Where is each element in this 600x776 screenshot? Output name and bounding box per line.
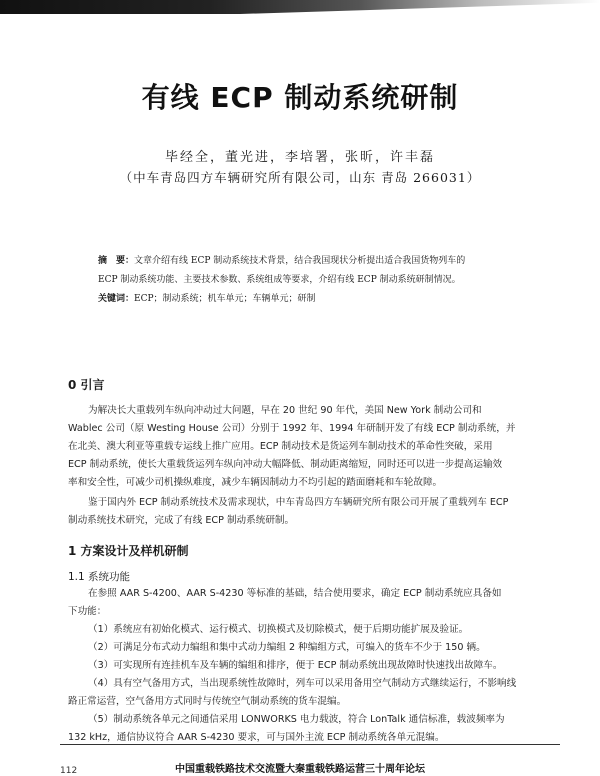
list-item: （5）制动系统各单元之间通信采用 LONWORKS 电力载波，符合 LonTalk 通信标准，载波频率为 [88,714,505,725]
list-item-continuation: 路正常运营，空气备用方式同时与传统空气制动系统的货车混编。 [68,696,347,707]
list-item: （3）可实现所有连挂机车及车辆的编组和排序，便于 ECP 制动系统出现故障时快速找出故障车。 [88,660,503,671]
keywords-line [98,290,538,309]
section-heading-1: 1 方案设计及样机研制 [68,544,189,558]
paragraph-line: 率和安全性，可减少司机操纵难度，减少车辆因制动力不均引起的踏面磨耗和车轮故障。 [68,477,443,488]
subsection-heading-1-1: 1.1 系统功能 [68,571,131,583]
paragraph-line: 制动系统技术研究，完成了有线 ECP 制动系统研制。 [68,515,295,526]
abstract-label: 摘 要： [98,256,135,266]
section1-intro-paragraph [68,585,546,621]
paragraph-line: 为解决长大重载列车纵向冲动过大问题，早在 20 世纪 90 年代，美国 New York 制动公司和 [88,405,482,416]
paragraph-line: 在参照 AAR S-4200、AAR S-4230 等标准的基础，结合使用要求，确定 ECP 制动系统应具备如 [88,588,502,599]
affiliation: （中车青岛四方车辆研究所有限公司，山东 青岛 266031） [119,170,481,185]
abstract-line [98,252,538,271]
function-list [68,621,546,747]
page-title: 有线 ECP 制动系统研制 [141,81,459,114]
abstract-text-1: 文章介绍有线 ECP 制动系统技术背景，结合我国现状分析提出适合我国货物列车的 [134,256,466,266]
authors: 毕经全，董光进，李培署，张昕，许丰磊 [164,150,435,165]
footer-rule [60,744,560,745]
list-item: （2）可满足分布式动力编组和集中式动力编组 2 种编组方式，可编入的货车不少于 150 辆。 [88,642,486,653]
keywords-label: 关键词： [98,294,135,304]
list-item: （4）具有空气备用方式，当出现系统性故障时，列车可以采用备用空气制动方式继续运行，不影响线 [88,678,517,689]
scan-edge-shadow [0,0,600,14]
paragraph-line: 鉴于国内外 ECP 制动系统技术及需求现状，中车青岛四方车辆研究所有限公司开展了重载列车 ECP [88,497,509,508]
keywords-text: ECP；制动系统；机车单元；车辆单元；研制 [134,294,316,304]
footer-title: 中国重载铁路技术交流暨大秦重载铁路运营三十周年论坛 [175,764,425,775]
paragraph-line: 在北美、澳大利亚等重载专运线上推广应用。ECP 制动技术是货运列车制动技术的革命性突破，采用 [68,441,493,452]
paragraph-line: 下功能： [68,606,107,617]
list-item-continuation: 132 kHz，通信协议符合 AAR S-4230 要求，可与国外主流 ECP 制动系统各单元混编。 [68,732,445,743]
intro-paragraph-1 [68,402,546,492]
abstract-text-2: ECP 制动系统功能、主要技术参数、系统组成等要求，介绍有线 ECP 制动系统研制情况。 [98,275,461,285]
abstract-block [98,252,538,309]
page-number: 112 [60,766,78,776]
paragraph-line: ECP 制动系统，使长大重载货运列车纵向冲动大幅降低、制动距离缩短，同时还可以进一步提高运输效 [68,459,503,470]
section-heading-intro: 0 引言 [68,378,105,392]
list-item: （1）系统应有初始化模式、运行模式、切换模式及切除模式，便于后期功能扩展及验证。 [88,624,469,635]
intro-paragraph-2 [68,494,546,530]
paragraph-line: Wablec 公司（原 Westing House 公司）分别于 1992 年、1994 年研制开发了有线 ECP 制动系统，并 [68,423,516,434]
